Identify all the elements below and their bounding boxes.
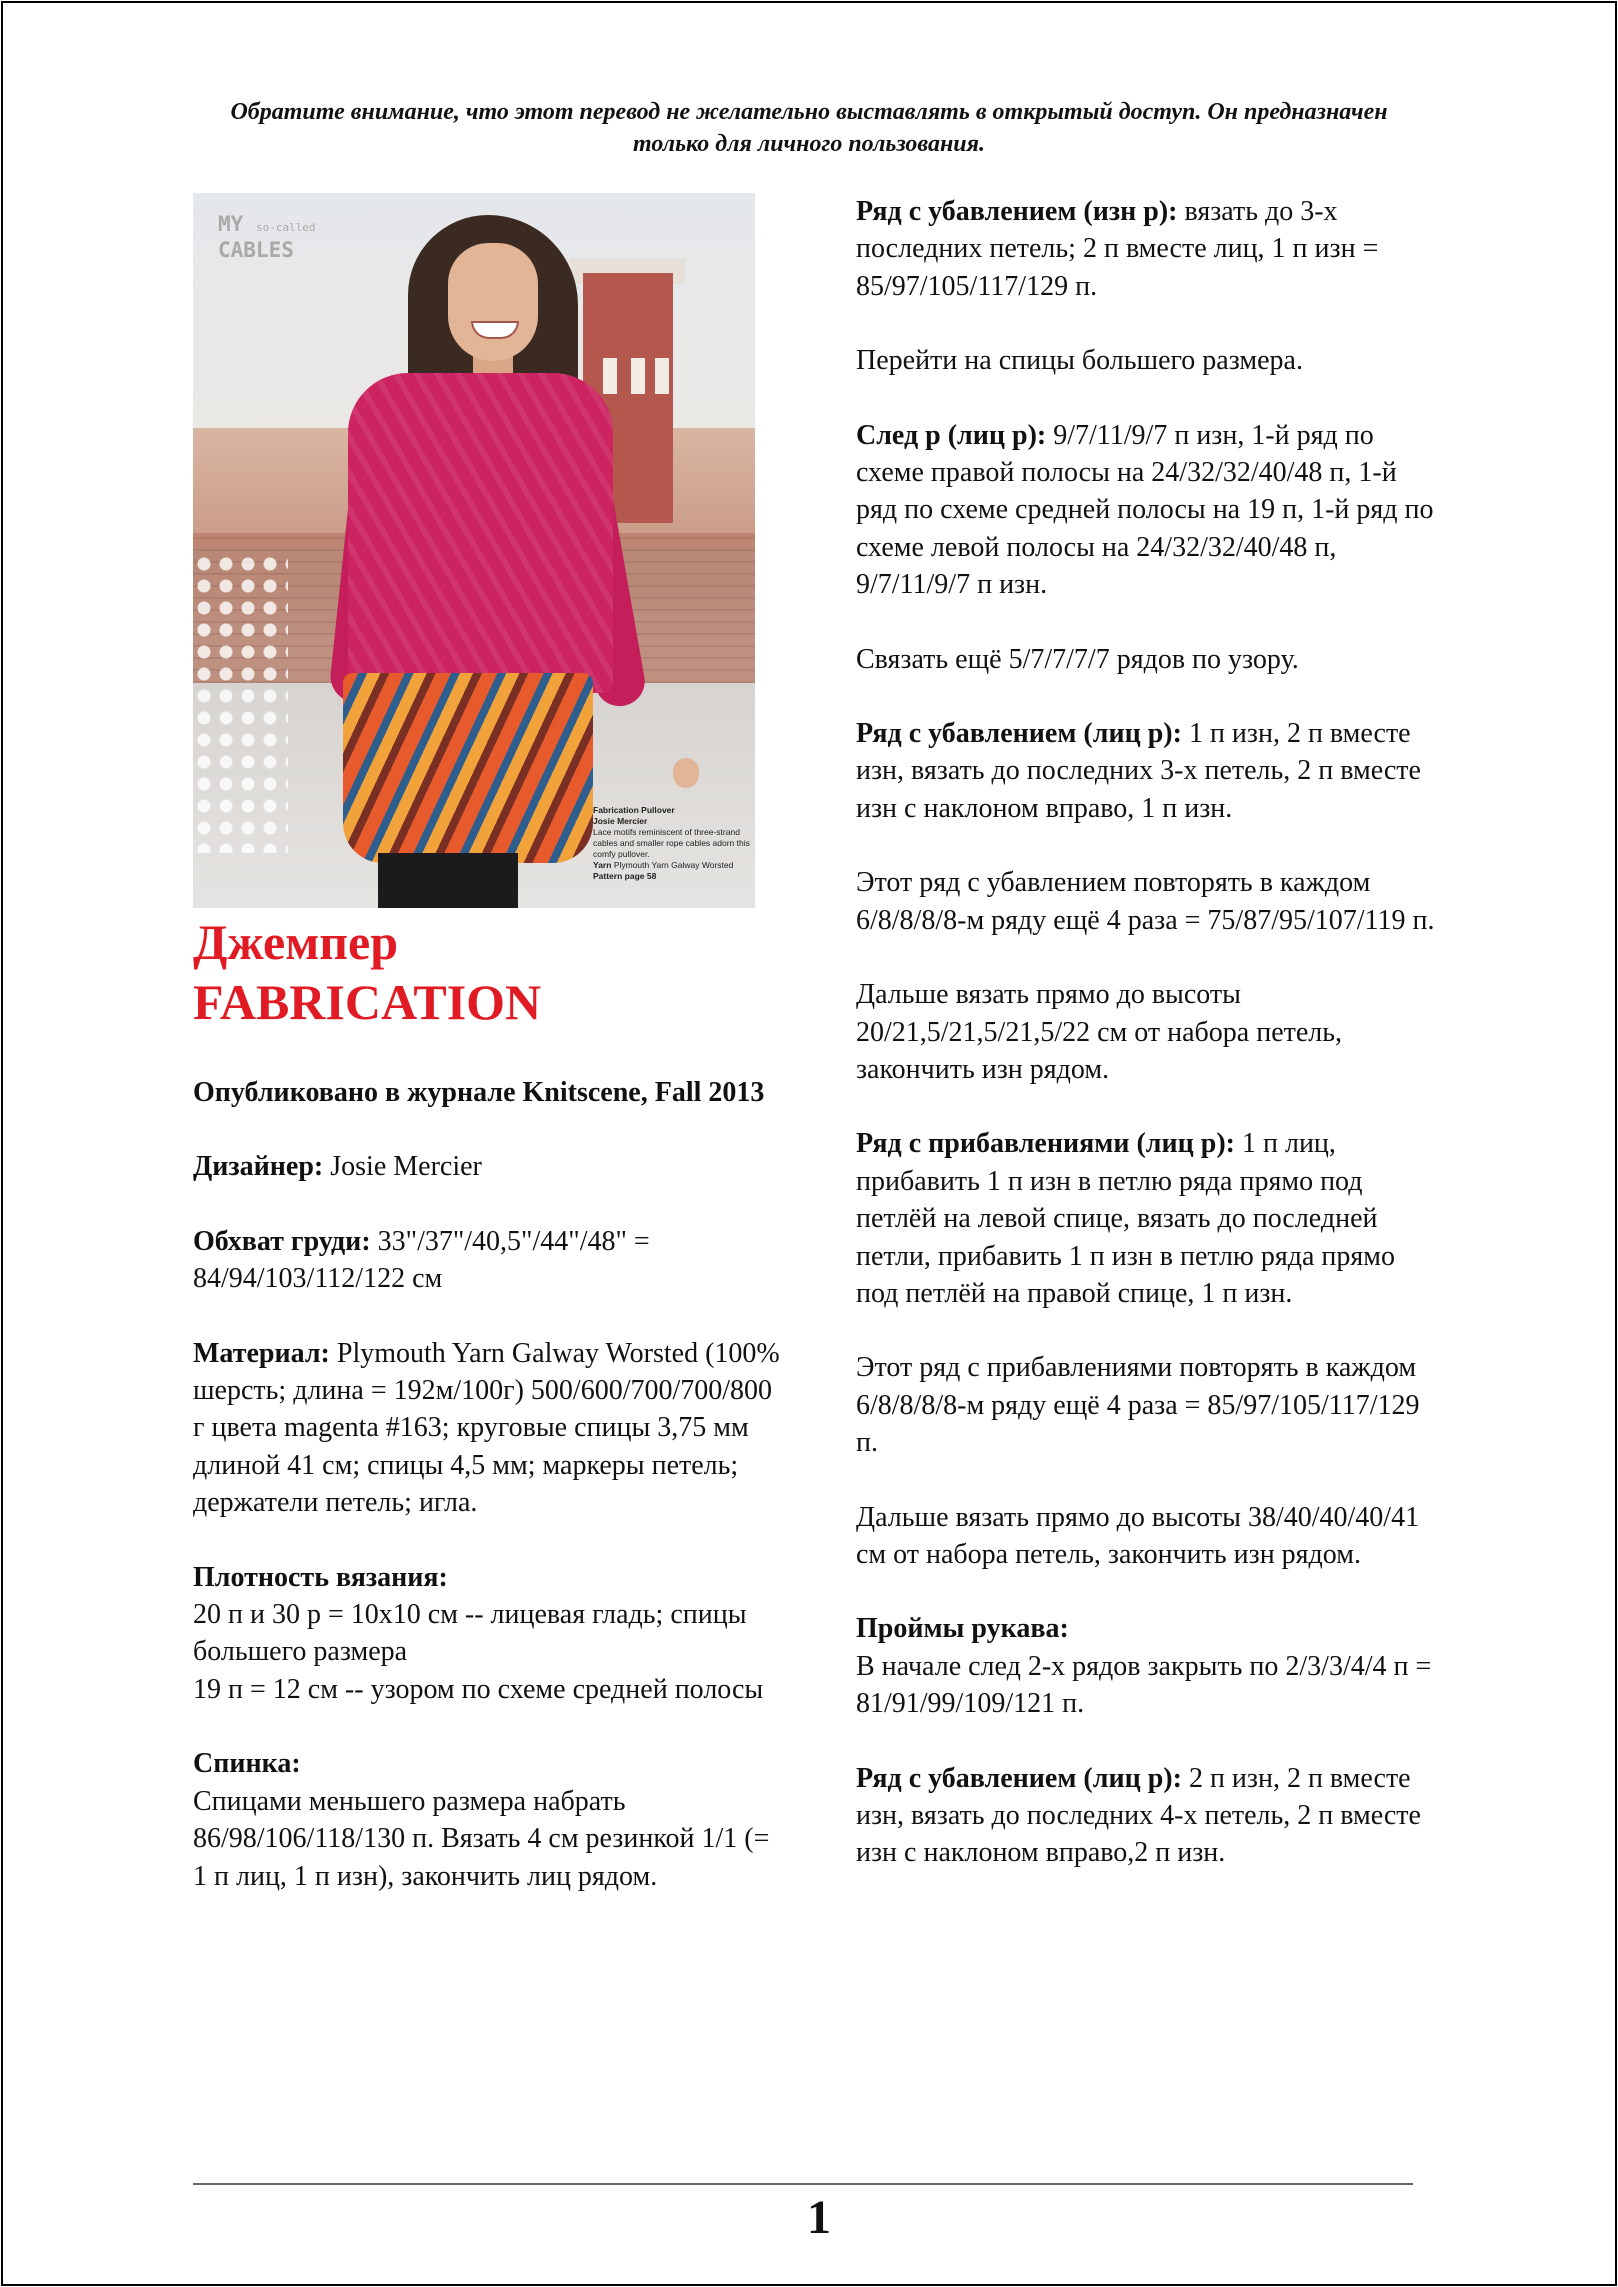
cover-photo [193,193,755,908]
instruction-1-label: Ряд с убавлением (изн р): [856,196,1178,227]
instruction-1-text: вязать до 3-х последних петель; 2 п вместе лиц, 1 п изн = 85/97/105/117/129 п. [856,196,1379,302]
caption-text: Lace motifs reminiscent of three-strand cables and smaller rope cables adorn this comfy pullover. [593,827,750,859]
left-column [193,193,783,1932]
photo-tower-window [631,358,645,394]
caption-title: Fabrication Pullover [593,805,675,815]
instruction-12-label: Ряд с убавлением (лиц р): [856,1762,1182,1794]
instruction-3 [856,417,1436,604]
right-column [856,193,1436,1909]
material-label: Материал: [193,1337,330,1369]
pattern-title [193,912,783,1032]
instruction-11-text: В начале след 2-х рядов закрыть по 2/3/3/4/4 п = 81/91/99/109/121 п. [856,1650,1432,1720]
instruction-5-label: Ряд с убавлением (лиц р): [856,718,1182,750]
footer-rule [193,2183,1413,2185]
bust-value: 33"/37"/40,5"/44"/48" = 84/94/103/112/122 см [193,1225,650,1295]
designer-label: Дизайнер: [193,1151,324,1183]
published-info: Опубликовано в журнале Knitscene, Fall 2013 [193,1077,765,1108]
instruction-2: Перейти на спицы большего размера. [856,345,1303,377]
instruction-1 [856,193,1436,305]
logo-line2: CABLES [218,238,294,262]
photo-skirt [343,673,593,863]
photo-face [448,243,538,361]
back-label: Спинка: [193,1748,301,1780]
magazine-logo [218,213,316,261]
bust-info [193,1223,783,1298]
instruction-11 [856,1610,1436,1722]
instruction-10: Дальше вязать прямо до высоты 38/40/40/40/41 см от набора петель, закончить изн рядом. [856,1501,1420,1570]
photo-tower-window [603,358,617,394]
instruction-4: Связать ещё 5/7/7/7/7 рядов по узору. [856,643,1299,675]
logo-small: so-called [255,221,316,234]
photo-caption [593,805,753,882]
photo-legs [378,853,518,908]
material-value: Plymouth Yarn Galway Worsted (100% шерсть; длина = 192м/100г) 500/600/700/700/800 г цвета magenta #163; круговые спицы 3,75 мм длиной 41 см; спицы 4,5 мм; маркеры петель; держатели петель; игла. [193,1337,780,1519]
instruction-5-text: 1 п изн, 2 п вместе изн, вязать до последних 3-х петель, 2 п вместе изн с наклоном вправо, 1 п изн. [856,718,1421,824]
photo-hand [673,758,699,788]
page-number: 1 [807,2191,831,2244]
gauge-info [193,1559,783,1709]
caption-pattern: Pattern page 58 [593,871,657,881]
photo-sweater [348,373,613,693]
instruction-6: Этот ряд с убавлением повторять в каждом 6/8/8/8/8-м ряду ещё 4 раза = 75/87/95/107/119 п. [856,867,1435,936]
gauge-label: Плотность вязания: [193,1561,448,1593]
caption-yarn: Plymouth Yarn Galway Worsted [613,860,734,870]
instruction-8 [856,1125,1436,1312]
caption-yarn-label: Yarn [593,860,612,870]
back-text: Спицами меньшего размера набрать 86/98/106/118/130 п. Вязать 4 см резинкой 1/1 (= 1 п лиц, 1 п изн), закончить лиц рядом. [193,1785,770,1892]
title-line2: FABRICATION [193,974,542,1030]
title-line1: Джемпер [193,914,399,970]
instruction-3-label: След р (лиц р): [856,419,1047,451]
photo-tower-window [655,358,669,394]
instruction-12-text: 2 п изн, 2 п вместе изн, вязать до последних 4-х петель, 2 п вместе изн с наклоном вправо,2 п изн. [856,1762,1421,1869]
bust-label: Обхват груди: [193,1225,371,1257]
gauge-line1: 20 п и 30 р = 10х10 см -- лицевая гладь; спицы большего размера [193,1599,747,1668]
gauge-line2: 19 п = 12 см -- узором по схеме средней полосы [193,1673,764,1705]
material-info [193,1335,783,1522]
instruction-9: Этот ряд с прибавлениями повторять в каждом 6/8/8/8/8-м ряду ещё 4 раза = 85/97/105/117/129 п. [856,1352,1420,1459]
photo-dot-pattern [193,553,288,853]
caption-designer: Josie Mercier [593,816,648,826]
instruction-11-label: Проймы рукава: [856,1613,1069,1645]
back-section [193,1745,783,1895]
logo-line1: MY [218,212,244,236]
instruction-3-text: 9/7/11/9/7 п изн, 1-й ряд по схеме правой полосы на 24/32/32/40/48 п, 1-й ряд по схеме средней полосы на 19 п, 1-й ряд по схеме левой полосы на 24/32/32/40/48 п, 9/7/11/9/7 п изн. [856,419,1434,601]
instruction-12 [856,1760,1436,1872]
notice-text: Обратите внимание, что этот перевод не желательно выставлять в открытый доступ. Он предназначен только для личного пользования. [230,99,1388,157]
designer-info [193,1148,783,1185]
instruction-5 [856,715,1436,827]
instruction-7: Дальше вязать прямо до высоты 20/21,5/21,5/21,5/22 см от набора петель, закончить изн рядом. [856,979,1343,1085]
instruction-8-text: 1 п лиц, прибавить 1 п изн в петлю ряда прямо под петлёй на левой спице, вязать до последней петли, прибавить 1 п изн в петлю ряда прямо под петлёй на правой спице, 1 п изн. [856,1128,1395,1309]
designer-value: Josie Mercier [323,1151,482,1183]
instruction-8-label: Ряд с прибавлениями (лиц р): [856,1128,1235,1160]
